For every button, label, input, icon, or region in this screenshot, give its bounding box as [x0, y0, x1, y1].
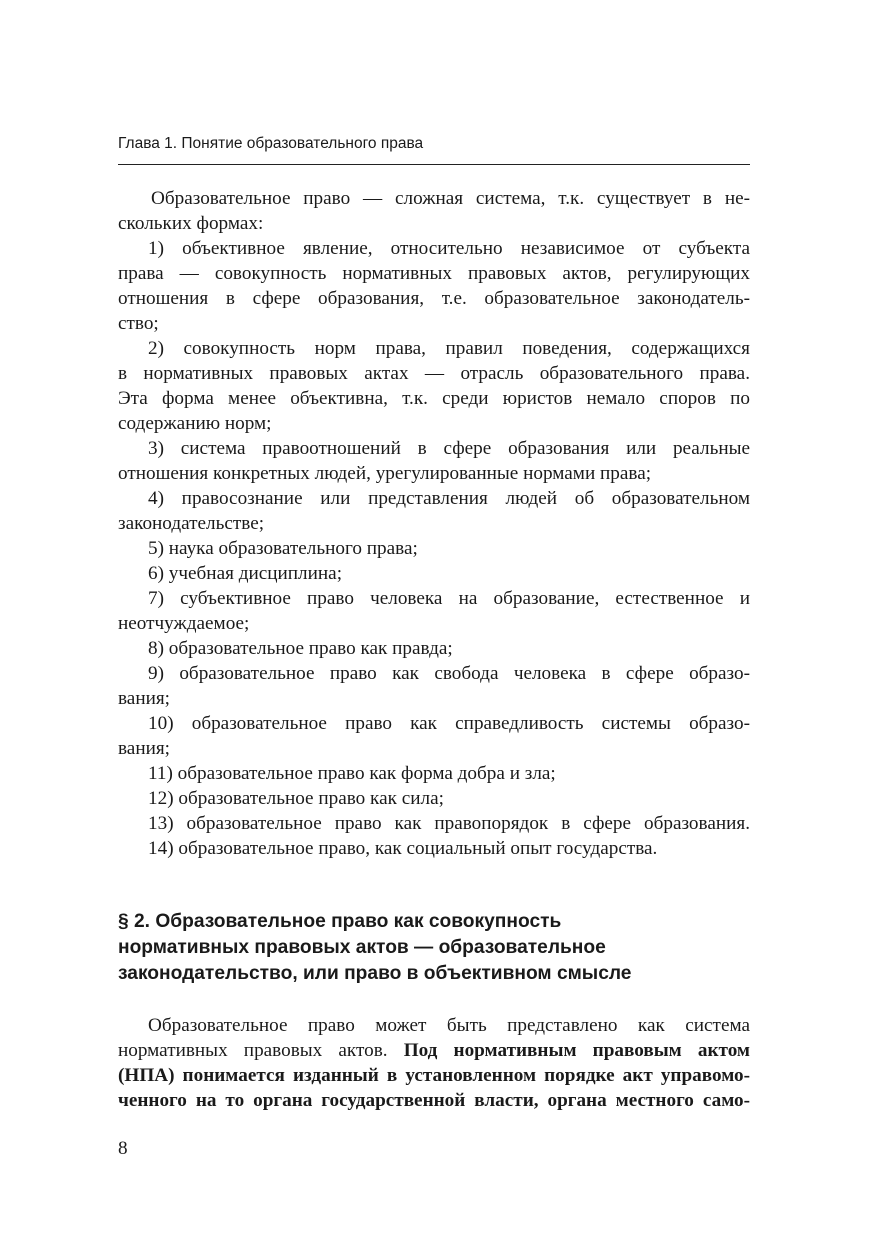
list-item-line: 8) образовательное право как правда; — [148, 638, 453, 659]
body-text-section-2 — [118, 1013, 750, 1113]
list-item-line: ство; — [118, 313, 159, 334]
list-item-line: 12) образовательное право как сила; — [148, 788, 444, 809]
running-head: Глава 1. Понятие образовательного права — [118, 135, 424, 152]
list-item-line: 3) система правоотношений в сфере образования или реальные — [148, 438, 750, 459]
list-item-line: вания; — [118, 688, 171, 709]
definition-bold-text: Под нормативным правовым актом — [403, 1040, 750, 1061]
list-item-line: отношения конкретных людей, урегулированные нормами права; — [118, 463, 652, 484]
list-item-line: 5) наука образовательного права; — [148, 538, 418, 559]
list-item-line: вания; — [118, 738, 171, 759]
list-item-line: права — совокупность нормативных правовых актов, регулирующих — [118, 263, 750, 284]
heading-line: § 2. Образовательное право как совокупность — [118, 911, 562, 932]
header-rule — [118, 164, 750, 165]
list-item-line: неотчуждаемое; — [118, 613, 250, 634]
list-item-line: Эта форма менее объективна, т.к. среди юристов немало споров по — [118, 388, 750, 409]
paragraph-line: Образовательное право может быть представлено как система — [148, 1015, 750, 1036]
paragraph-line — [118, 1063, 750, 1088]
list-item-line: содержанию норм; — [118, 413, 272, 434]
list-item-line: 2) совокупность норм права, правил поведения, содержащихся — [148, 338, 750, 359]
definition-bold-text: (НПА) понимается изданный в установленном порядке акт управомо- — [118, 1065, 750, 1086]
list-item-line: в нормативных правовых актах — отрасль образовательного права. — [118, 363, 750, 384]
list-item-line: 6) учебная дисциплина; — [148, 563, 343, 584]
section-heading — [118, 909, 758, 987]
body-text — [118, 186, 750, 861]
paragraph-line — [118, 1088, 750, 1113]
list-item-line: 14) образовательное право, как социальный опыт государства. — [148, 838, 658, 859]
list-item-line: отношения в сфере образования, т.е. образовательное законодатель- — [118, 288, 750, 309]
definition-bold-text: ченного на то органа государственной власти, органа местного само- — [118, 1090, 750, 1111]
list-item-line: законодательстве; — [118, 513, 265, 534]
heading-line: законодательство, или право в объективном смысле — [118, 963, 632, 984]
paragraph-line — [118, 1038, 750, 1063]
paragraph-line: скольких формах: — [118, 213, 264, 234]
paragraph-line: Образовательное право — сложная система, т.к. существует в не- — [151, 188, 750, 209]
list-item-line: 11) образовательное право как форма добра и зла; — [148, 763, 556, 784]
list-item-line: 7) субъективное право человека на образование, естественное и — [148, 588, 750, 609]
page-number: 8 — [118, 1138, 128, 1159]
heading-line: нормативных правовых актов — образовательное — [118, 937, 606, 958]
plain-text: нормативных правовых актов. — [118, 1040, 404, 1061]
list-item-line: 1) объективное явление, относительно независимое от субъекта — [148, 238, 750, 259]
list-item-line: 9) образовательное право как свобода человека в сфере образо- — [148, 663, 750, 684]
list-item-line: 4) правосознание или представления людей об образовательном — [148, 488, 750, 509]
list-item-line: 10) образовательное право как справедливость системы образо- — [148, 713, 750, 734]
list-item-line: 13) образовательное право как правопорядок в сфере образования. — [148, 813, 750, 834]
